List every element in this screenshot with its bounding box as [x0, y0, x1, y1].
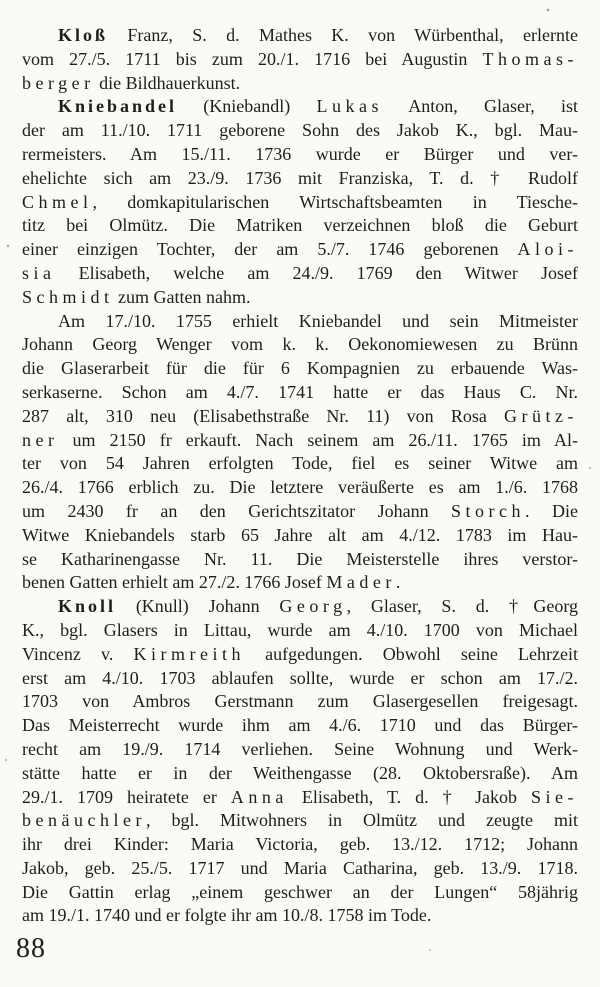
letterspaced-name: Lukas	[316, 96, 383, 117]
text-segment: einer einzigen Tochter, der am 5./7. 1746 geborenen	[22, 239, 518, 260]
text-segment: rermeisters. Am 15./11. 1736 wurde er Bürger und ver-	[22, 143, 578, 164]
text-segment: , domkapitularischen Wirtschaftsbeamten in Tiesche-	[92, 191, 578, 212]
text-line	[22, 548, 578, 572]
letterspaced-name: Mader	[326, 572, 396, 593]
text-segment: Am 17./10. 1755 erhielt Kniebandel und sein Mitmeister	[58, 310, 578, 331]
text-line	[22, 357, 578, 381]
text-line	[22, 167, 578, 191]
text-segment: um 2150 fr erkauft. Nach seinem am 26./11. 1765 im Al-	[58, 429, 578, 450]
text-segment: Franz, S. d. Mathes K. von Würbenthal, erlernte	[108, 25, 578, 45]
text-segment: Das Meisterrecht wurde ihm am 4./6. 1710 und das Bürger-	[22, 715, 578, 736]
letterspaced-name: Grütz-	[504, 405, 578, 426]
text-segment: .	[395, 572, 401, 593]
text-line	[22, 619, 578, 643]
text-segment: Vincenz v.	[22, 643, 134, 664]
text-line	[22, 881, 578, 905]
text-segment: aufgedungen. Obwohl seine Lehrzeit	[245, 643, 578, 664]
text-segment: K., bgl. Glasers in Littau, wurde am 4./10. 1700 von Michael	[22, 619, 578, 640]
text-line	[22, 809, 578, 833]
text-line	[22, 690, 578, 714]
entry-kniebandel-continued	[22, 310, 578, 596]
text-segment: zum Gatten nahm.	[113, 286, 251, 307]
text-line	[22, 667, 578, 691]
text-segment: Jakob, geb. 25./5. 1717 und Maria Catharina, geb. 13./9. 1718.	[22, 857, 578, 878]
text-segment: vom 27./5. 1711 bis zum 20./1. 1716 bei Augustin	[22, 48, 483, 69]
text-segment: ehelichte sich am 23./9. 1736 mit Franziska, T. d. † Rudolf	[22, 167, 578, 188]
text-segment: ihr drei Kinder: Maria Victoria, geb. 13./12. 1712; Johann	[22, 834, 578, 855]
text-segment: stätte hatte er in der Weithengasse (28. Oktobersraße). Am	[22, 762, 578, 783]
text-line	[22, 262, 578, 286]
text-segment: Anton, Glaser, ist	[383, 96, 579, 117]
letterspaced-name: Storch	[451, 500, 526, 521]
text-segment: die Glaserarbeit für die für 6 Kompagnien zu erbauende Was-	[22, 358, 578, 379]
text-segment: (Kniebandl)	[177, 96, 317, 117]
text-segment: , bgl. Mitwohners in Olmütz und zeugte mit	[145, 810, 578, 831]
letterspaced-name: Anna	[230, 786, 288, 807]
text-line	[22, 524, 578, 548]
text-segment: Elisabeth, welche am 24./9. 1769 den Witwer Josef	[55, 262, 578, 283]
entry-kloss	[22, 24, 578, 95]
text-segment: Johann Georg Wenger vom k. k. Oekonomiewesen zu Brünn	[22, 334, 578, 355]
text-line	[22, 786, 578, 810]
entry-headword: Kniebandel	[58, 96, 178, 117]
text-segment: am 19./1. 1740 und er folgte ihr am 10./8. 1758 im Tode.	[22, 905, 432, 926]
text-line	[22, 119, 578, 143]
text-segment: recht am 19./9. 1714 verliehen. Seine Wohnung und Werk-	[22, 738, 578, 759]
letterspaced-name: sia	[22, 262, 56, 283]
text-line	[22, 95, 578, 119]
letterspaced-name: Georg	[279, 596, 347, 617]
text-line	[22, 143, 578, 167]
letterspaced-name: Thomas-	[482, 48, 578, 69]
text-segment: Witwe Kniebandels starb 65 Jahre alt am 4./12. 1783 im Hau-	[22, 524, 578, 545]
text-segment: der am 11./10. 1711 geborene Sohn des Jakob K., bgl. Mau-	[22, 120, 578, 141]
text-line	[22, 452, 578, 476]
text-segment: 29./1. 1709 heiratete er	[22, 786, 231, 807]
text-line	[22, 48, 578, 72]
letterspaced-name: Aloi-	[517, 239, 578, 260]
text-line	[22, 405, 578, 429]
text-segment: Die Gattin erlag „einem geschwer an der Lungen“ 58jährig	[22, 881, 578, 902]
text-line	[22, 476, 578, 500]
text-line	[22, 214, 578, 238]
text-line	[22, 738, 578, 762]
letterspaced-name: berger	[22, 72, 95, 93]
entry-headword: Kloß	[58, 25, 109, 45]
letterspaced-name: Schmidt	[22, 286, 114, 307]
text-segment: 287 alt, 310 neu (Elisabethstraße Nr. 11) von Rosa	[22, 405, 505, 426]
text-segment: 1703 von Ambros Gerstmann zum Glasergesellen freigesagt.	[22, 691, 578, 712]
entry-kniebandel	[22, 95, 578, 309]
letterspaced-name: Kirmreith	[133, 643, 245, 664]
page-text	[22, 24, 578, 928]
text-line	[22, 381, 578, 405]
letterspaced-name: Sie-	[530, 786, 578, 807]
page-number: 88	[16, 933, 46, 964]
text-segment: die Bildhauerkunst.	[94, 72, 241, 93]
text-line	[22, 857, 578, 881]
letterspaced-name: ner	[22, 429, 59, 450]
text-segment: ter von 54 Jahren erfolgten Tode, fiel es seiner Witwe am	[22, 453, 578, 474]
text-line	[22, 286, 578, 310]
text-line	[22, 762, 578, 786]
letterspaced-name: benäuchler	[22, 810, 146, 831]
text-segment: , Glaser, S. d. †Georg	[346, 596, 578, 617]
text-segment: serkaserne. Schon am 4./7. 1741 hatte er das Haus C. Nr.	[22, 381, 578, 402]
text-line	[22, 500, 578, 524]
letterspaced-name: Chmel	[22, 191, 93, 212]
text-line	[22, 72, 578, 96]
text-line	[22, 429, 578, 453]
text-line	[22, 714, 578, 738]
text-segment: Elisabeth, T. d. † Jakob	[287, 786, 531, 807]
text-line	[22, 238, 578, 262]
text-line	[22, 595, 578, 619]
text-segment: 26./4. 1766 erblich zu. Die letztere veräußerte es am 1./6. 1768	[22, 477, 578, 498]
entry-knoll	[22, 595, 578, 928]
text-line	[22, 571, 578, 595]
text-segment: erst am 4./10. 1703 ablaufen sollte, wurde er schon am 17./2.	[22, 667, 578, 688]
text-segment: titz bei Olmütz. Die Matriken verzeichnen bloß die Geburt	[22, 215, 578, 236]
text-line	[22, 904, 578, 928]
text-line	[22, 643, 578, 667]
text-segment: se Katharinengasse Nr. 11. Die Meisterstelle ihres verstor-	[22, 548, 578, 569]
text-line	[22, 333, 578, 357]
text-segment: benen Gatten erhielt am 27./2. 1766 Josef	[22, 572, 327, 593]
entry-headword: Knoll	[58, 596, 117, 617]
text-segment: um 2430 fr an den Gerichtszitator Johann	[22, 500, 452, 521]
text-line	[22, 310, 578, 334]
text-segment: . Die	[525, 500, 578, 521]
text-line	[22, 833, 578, 857]
text-line	[22, 191, 578, 215]
text-line	[22, 24, 578, 48]
text-segment: (Knull) Johann	[116, 596, 280, 617]
